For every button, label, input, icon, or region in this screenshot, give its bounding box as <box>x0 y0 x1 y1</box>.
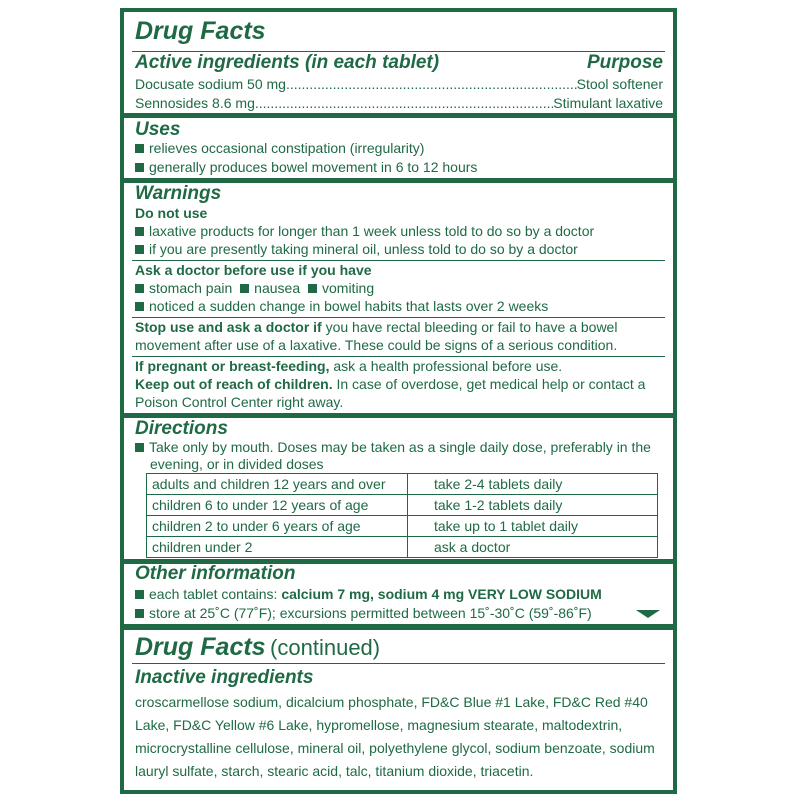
table-row <box>147 537 658 558</box>
inactive-ingredients-line: microcrystalline cellulose, mineral oil, polyethylene glycol, sodium benzoate, sodium <box>135 740 655 756</box>
purpose-heading: Purpose <box>586 52 663 73</box>
drug-facts-continued-title: Drug Facts (continued) <box>135 633 381 661</box>
bullet-square-icon <box>135 284 144 293</box>
bullet-square-icon <box>135 590 144 599</box>
directions-heading: Directions <box>135 418 228 439</box>
drug-facts-continued-panel <box>120 626 677 794</box>
ingredient-name: Docusate sodium 50 mg <box>135 76 286 92</box>
keep-out-warning: Keep out of reach of children. In case of overdose, get medical help or contact a <box>135 376 646 392</box>
section-bar <box>124 113 673 118</box>
active-ingredient-row <box>135 76 663 93</box>
age-cell: children 2 to under 6 years of age <box>147 516 408 537</box>
dosage-table <box>146 473 658 558</box>
table-row <box>147 474 658 495</box>
drug-facts-title: Drug Facts <box>135 17 266 45</box>
active-ingredient-row <box>135 95 663 112</box>
inactive-ingredients-heading: Inactive ingredients <box>135 667 314 688</box>
bullet-square-icon <box>135 302 144 311</box>
active-ingredients-heading: Active ingredients (in each tablet) <box>135 52 440 73</box>
age-cell: children under 2 <box>147 537 408 558</box>
stop-use-warning-cont: movement after use of a laxative. These could be signs of a serious condition. <box>135 337 618 353</box>
table-row <box>147 516 658 537</box>
divider <box>132 317 665 318</box>
directions-intro: Take only by mouth. Doses may be taken as a single daily dose, preferably in the <box>135 439 651 456</box>
list-item: noticed a sudden change in bowel habits that lasts over 2 weeks <box>135 298 548 315</box>
dose-cell: take 1-2 tablets daily <box>408 495 658 516</box>
other-information-heading: Other information <box>135 563 296 584</box>
list-item: each tablet contains: calcium 7 mg, sodium 4 mg VERY LOW SODIUM <box>135 586 602 603</box>
ask-doctor-label: Ask a doctor before use if you have <box>135 262 372 278</box>
list-item: generally produces bowel movement in 6 to 12 hours <box>135 159 477 176</box>
bullet-square-icon <box>308 284 317 293</box>
bullet-square-icon <box>135 144 144 153</box>
divider <box>132 356 665 357</box>
divider <box>132 663 665 664</box>
table-row <box>147 495 658 516</box>
continue-arrow-icon <box>636 610 660 618</box>
warnings-heading: Warnings <box>135 183 222 204</box>
list-item: store at 25˚C (77˚F); excursions permitted between 15˚-30˚C (59˚-86˚F) <box>135 605 592 622</box>
ingredient-purpose: Stimulant laxative <box>553 95 663 111</box>
uses-heading: Uses <box>135 119 181 140</box>
list-item: stomach pain nausea vomiting <box>135 280 374 297</box>
bullet-square-icon <box>135 443 144 452</box>
inactive-ingredients-line: Lake, FD&C Yellow #6 Lake, hypromellose, magnesium stearate, maltodextrin, <box>135 717 623 733</box>
stop-use-warning: Stop use and ask a doctor if you have rectal bleeding or fail to have a bowel <box>135 319 618 335</box>
dose-cell: take 2-4 tablets daily <box>408 474 658 495</box>
bullet-square-icon <box>135 227 144 236</box>
inactive-ingredients-line: lauryl sulfate, starch, stearic acid, talc, titanium dioxide, triacetin. <box>135 763 534 779</box>
list-item: laxative products for longer than 1 week unless told to do so by a doctor <box>135 223 594 240</box>
bullet-square-icon <box>240 284 249 293</box>
bullet-square-icon <box>135 163 144 172</box>
ingredient-name: Sennosides 8.6 mg <box>135 95 255 111</box>
divider <box>132 260 665 261</box>
age-cell: adults and children 12 years and over <box>147 474 408 495</box>
do-not-use-label: Do not use <box>135 205 208 221</box>
pregnancy-warning: If pregnant or breast-feeding, ask a health professional before use. <box>135 358 563 374</box>
inactive-ingredients-line: croscarmellose sodium, dicalcium phosphate, FD&C Blue #1 Lake, FD&C Red #40 <box>135 694 648 710</box>
dose-cell: ask a doctor <box>408 537 658 558</box>
dose-cell: take up to 1 tablet daily <box>408 516 658 537</box>
list-item: relieves occasional constipation (irregularity) <box>135 140 424 157</box>
bullet-square-icon <box>135 609 144 618</box>
directions-intro-cont: evening, or in divided doses <box>150 456 324 472</box>
list-item: if you are presently taking mineral oil, unless told to do so by a doctor <box>135 241 578 258</box>
bullet-square-icon <box>135 245 144 254</box>
keep-out-warning-cont: Poison Control Center right away. <box>135 394 344 410</box>
age-cell: children 6 to under 12 years of age <box>147 495 408 516</box>
ingredient-purpose: Stool softener <box>576 76 663 92</box>
drug-facts-panel <box>120 8 677 628</box>
